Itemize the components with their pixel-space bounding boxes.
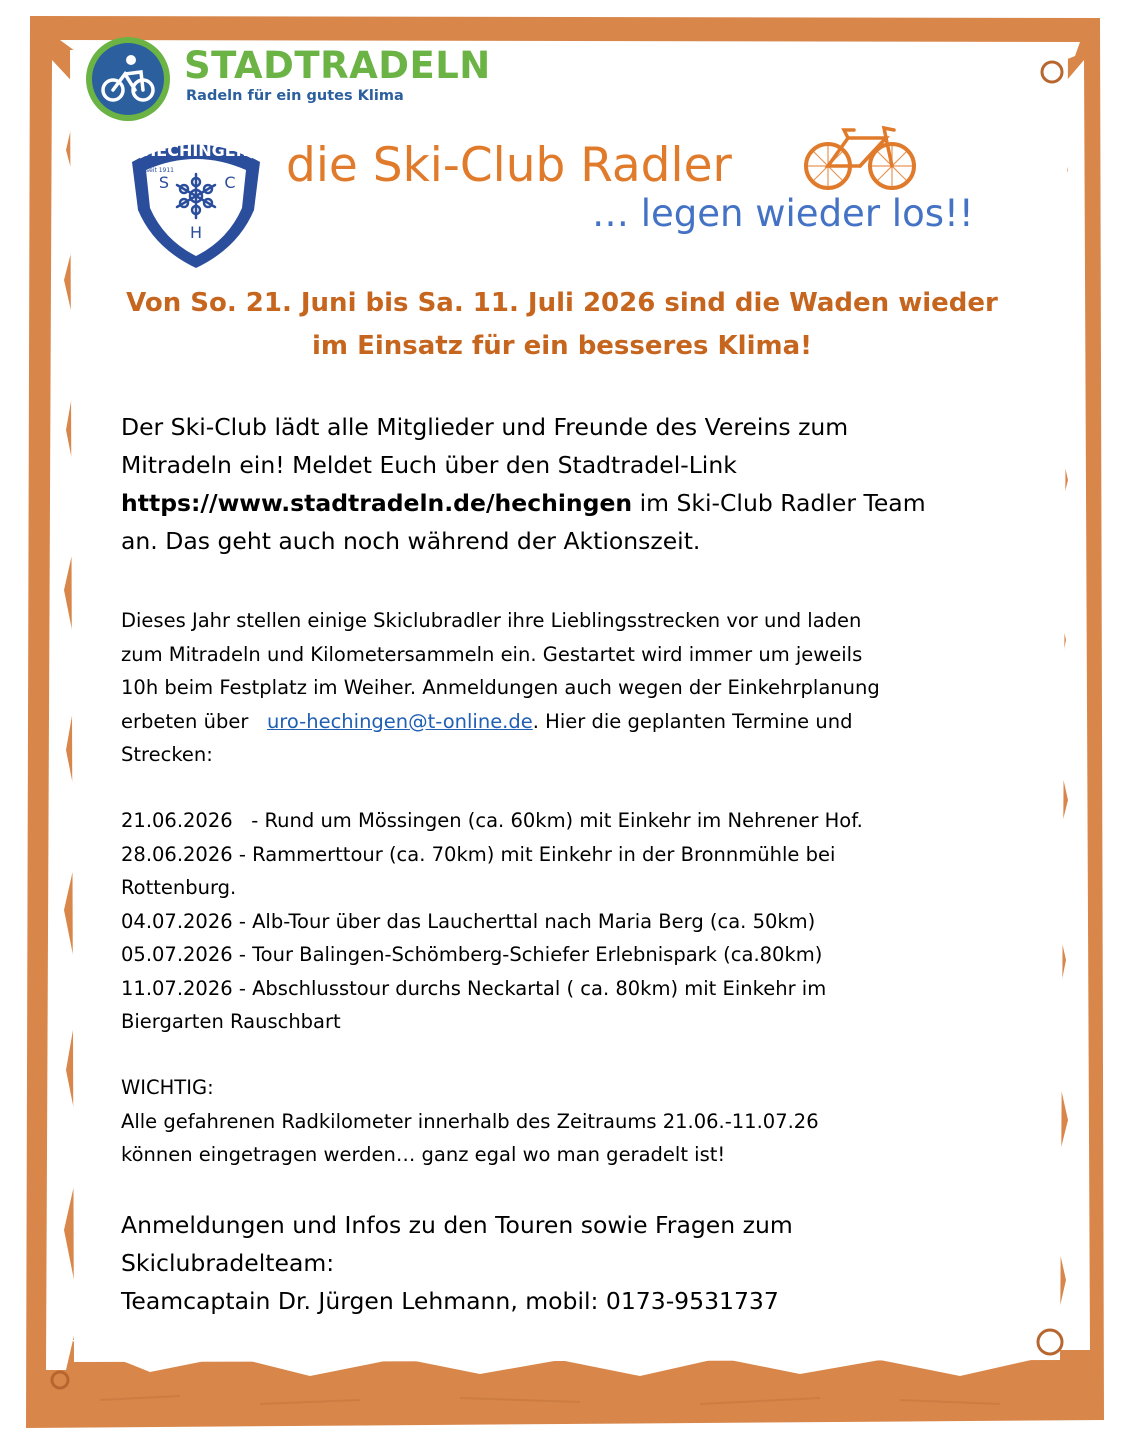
paragraph-line: an. Das geht auch noch während der Aktionszeit. (121, 527, 701, 555)
intro-line: Von So. 21. Juni bis Sa. 11. Juli 2026 sind die Waden wieder (126, 288, 998, 318)
schedule-item: 21.06.2026 - Rund um Mössingen (ca. 60km) mit Einkehr im Nehrener Hof. (121, 809, 863, 832)
important-note (121, 1071, 1001, 1172)
paragraph-line: zum Mitradeln und Kilometersammeln ein. Gestartet wird immer um jeweils (121, 642, 863, 666)
paragraph-text: . Hier die geplanten Termine und (532, 709, 853, 733)
paragraph-line (121, 705, 1001, 739)
paragraph-line: Mitradeln ein! Meldet Euch über den Stadtradel-Link (121, 451, 737, 479)
stadtradeln-title: STADTRADELN (184, 44, 491, 87)
bicycle-icon (802, 124, 918, 192)
contact-line: Anmeldungen und Infos zu den Touren sowie Fragen zum (121, 1211, 793, 1239)
stadtradeln-logo-icon (85, 36, 171, 122)
badge-since-text: seit 1911 (145, 167, 175, 174)
schedule-item: Rottenburg. (121, 876, 237, 899)
paragraph-line: 10h beim Festplatz im Weiher. Anmeldungen auch wegen der Einkehrplanung (121, 676, 880, 699)
badge-top-text: HECHINGEN (142, 141, 250, 160)
stadtradeln-tagline: Radeln für ein gutes Klima (186, 88, 404, 104)
email-link[interactable]: uro-hechingen@t-online.de (266, 709, 533, 733)
important-label: WICHTIG: (121, 1076, 214, 1099)
badge-letter-s: S (158, 173, 170, 192)
tour-schedule (121, 804, 1001, 1039)
badge-letter-h: H (189, 223, 203, 242)
paragraph-line: Strecken: (121, 743, 213, 766)
contact-line: Skiclubradelteam: (121, 1249, 335, 1277)
paragraph-text: erbeten über (121, 709, 267, 733)
schedule-item: 28.06.2026 - Rammerttour (ca. 70km) mit Einkehr in der Bronnmühle bei (121, 842, 836, 866)
tours-paragraph (121, 604, 1001, 772)
badge-letter-c: C (224, 173, 236, 192)
stadtradeln-link[interactable]: https://www.stadtradeln.de/hechingen (121, 489, 633, 517)
schedule-item: 04.07.2026 - Alb-Tour über das Laucherttal nach Maria Berg (ca. 50km) (121, 909, 816, 933)
schedule-item: 05.07.2026 - Tour Balingen-Schömberg-Schiefer Erlebnispark (ca.80km) (121, 943, 823, 966)
schedule-item: 11.07.2026 - Abschlusstour durchs Neckartal ( ca. 80km) mit Einkehr im (121, 976, 827, 1000)
contact-info (121, 1206, 1001, 1320)
ski-club-hechingen-badge-icon (126, 130, 266, 270)
contact-line: Teamcaptain Dr. Jürgen Lehmann, mobil: 0173-9531737 (121, 1287, 779, 1315)
paragraph-line (121, 484, 1001, 522)
paragraph-line: Dieses Jahr stellen einige Skiclubradler ihre Lieblingsstrecken vor und laden (121, 609, 862, 632)
paragraph-line: Der Ski-Club lädt alle Mitglieder und Freunde des Vereins zum (121, 413, 849, 441)
important-line: können eingetragen werden… ganz egal wo man geradelt ist! (121, 1143, 726, 1166)
intro-announcement (110, 282, 1014, 368)
intro-line: im Einsatz für ein besseres Klima! (312, 331, 812, 361)
headline-title: die Ski-Club Radler (286, 138, 732, 193)
paragraph-text: im Ski-Club Radler Team (632, 489, 926, 517)
invitation-paragraph (121, 408, 1001, 560)
headline-subtitle: … legen wieder los!! (592, 192, 974, 235)
schedule-item: Biergarten Rauschbart (121, 1010, 341, 1033)
important-line: Alle gefahrenen Radkilometer innerhalb des Zeitraums 21.06.-11.07.26 (121, 1109, 819, 1133)
